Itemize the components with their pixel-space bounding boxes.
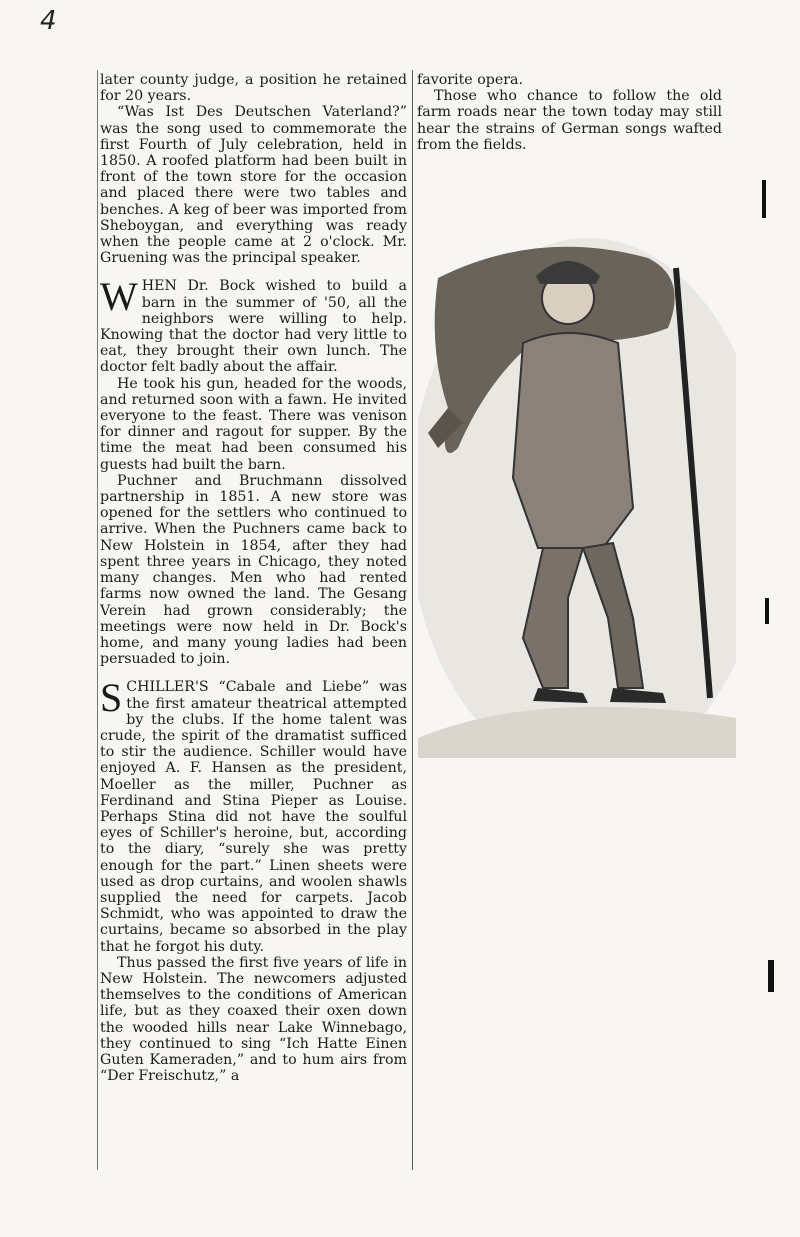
margin-mark <box>765 598 769 624</box>
paragraph-with-dropcap <box>100 274 407 376</box>
left-column <box>100 72 407 1084</box>
margin-mark <box>762 180 766 218</box>
paragraph: later county judge, a position he retained for 20 years. <box>100 72 407 105</box>
page-number: 4 <box>40 6 57 36</box>
dropcap: W <box>100 274 138 320</box>
column-divider <box>412 70 413 1170</box>
left-border-line <box>97 70 98 1170</box>
paragraph-text: HEN Dr. Bock wished to build a barn in the summer of '50, all the neighbors were willing to help. Knowing that the doctor had very little to eat, they brought their own lunch. The doctor felt badly about the affair. <box>100 278 407 376</box>
paragraph-with-dropcap <box>100 675 407 955</box>
coat <box>513 333 633 548</box>
paragraph: Puchner and Bruchmann dissolved partnership in 1851. A new store was opened for the settlers who continued to arrive. When the Puchners came back to New Holstein in 1854, after they had spent three years in Chicago, they noted many changes. Men who had rented farms now owned the land. The Gesang Verein had grown considerably; the meetings were now held in Dr. Bock's home, and many young ladies had been persuaded to join. <box>100 472 407 668</box>
dropcap: S <box>100 675 123 721</box>
snow-ground <box>418 707 736 758</box>
paragraph: He took his gun, headed for the woods, and returned soon with a fawn. He invited everyone to the feast. There was venison for dinner and ragout for supper. By the time the meat had been consumed his guests had built the barn. <box>100 375 407 473</box>
paragraph: Those who chance to follow the old farm roads near the town today may still hear the strains of German songs wafted from the fields. <box>417 88 722 153</box>
paragraph: “Was Ist Des Deutschen Vaterland?” was the song used to commemorate the first Fourth of July celebration, held in 1850. A roofed platform had been built in front of the town store for the occasion and placed there were two tables and benches. A keg of beer was imported from Sheboygan, and everything was ready when the people came at 2 o'clock. Mr. Gruening was the principal speaker. <box>100 104 407 267</box>
paragraph: Thus passed the first five years of life in New Holstein. The newcomers adjusted themselves to the conditions of American life, but as they coaxed their oxen down the wooded hills near Lake Winnebago, they continued to sing “Ich Hatte Einen Guten Kameraden,” and to hum airs from “Der Freischutz,” a <box>100 954 407 1085</box>
hunter-illustration <box>418 218 736 758</box>
paragraph: favorite opera. <box>417 72 523 88</box>
paragraph-text: CHILLER'S “Cabale and Liebe” was the first amateur theatrical attempted by the clubs. If the home talent was crude, the spirit of the dramatist sufficed to stir the audience. Schiller would have enjoyed A. F. Hansen as the president, Moeller as the miller, Puchner as Ferdinand and Stina Pieper as Louise. Perhaps Stina did not have the soulful eyes of Schiller's heroine, but, according to the diary, “surely she was pretty enough for the part.” Linen sheets were used as drop curtains, and woolen shawls supplied the need for carpets. Jacob Schmidt, who was appointed to draw the curtains, became so absorbed in the play that he forgot his duty. <box>100 679 407 955</box>
margin-mark <box>768 960 774 992</box>
right-column <box>417 72 722 153</box>
